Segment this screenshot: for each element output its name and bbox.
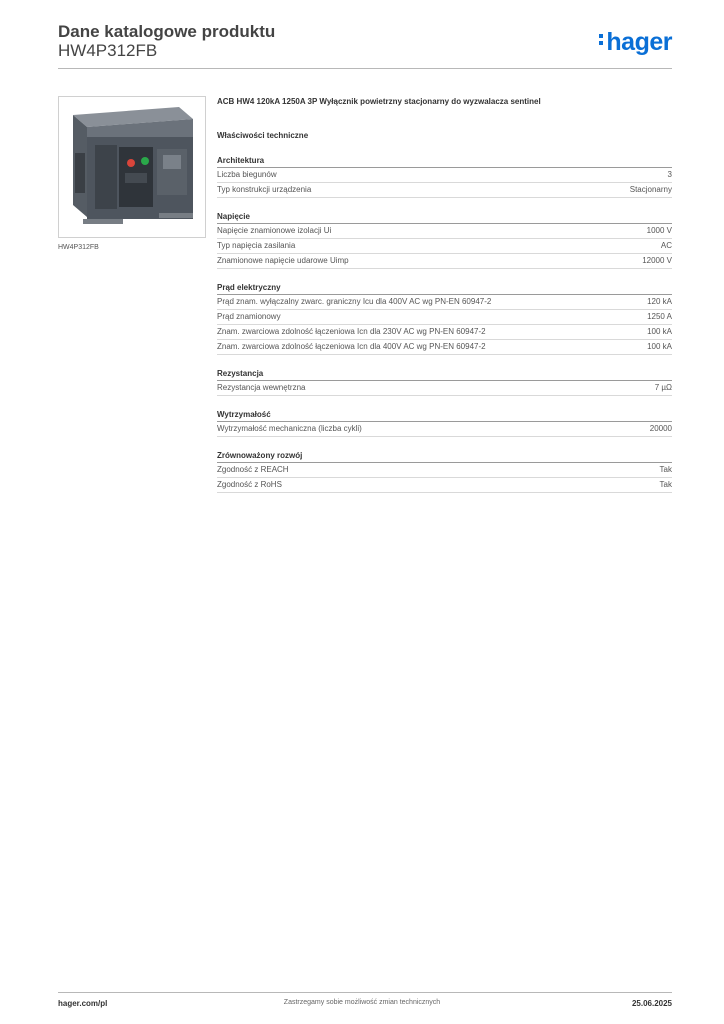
section-wytrzymalosc	[217, 409, 672, 437]
section-title: Prąd elektryczny	[217, 282, 672, 295]
section-prad-elektryczny	[217, 282, 672, 355]
row-label: Prąd znam. wyłączalny zwarc. graniczny Icu dla 400V AC wg PN-EN 60947-2	[217, 297, 492, 306]
row-label: Prąd znamionowy	[217, 312, 281, 321]
section-zrownowazony-rozwoj	[217, 450, 672, 493]
section-architektura	[217, 155, 672, 198]
section-rezystancja	[217, 368, 672, 396]
table-row	[217, 310, 672, 325]
product-details	[217, 96, 672, 493]
row-value: 12000 V	[642, 256, 672, 265]
section-title: Napięcie	[217, 211, 672, 224]
section-title: Architektura	[217, 155, 672, 168]
row-label: Wytrzymałość mechaniczna (liczba cykli)	[217, 424, 362, 433]
row-value: Tak	[659, 465, 672, 474]
row-label: Zgodność z REACH	[217, 465, 289, 474]
table-row	[217, 463, 672, 478]
row-value: 1000 V	[646, 226, 672, 235]
table-row	[217, 422, 672, 437]
section-title: Rezystancja	[217, 368, 672, 381]
hager-logo	[599, 28, 672, 57]
section-napiecie	[217, 211, 672, 269]
product-photo	[58, 96, 206, 238]
footer-date: 25.06.2025	[631, 999, 672, 1008]
table-row	[217, 478, 672, 493]
table-row	[217, 381, 672, 396]
properties-heading: Właściwości techniczne	[217, 131, 309, 140]
table-row	[217, 325, 672, 340]
row-value: 100 kA	[647, 342, 672, 351]
product-description: ACB HW4 120kA 1250A 3P Wyłącznik powietrzny stacjonarny do wyzwalacza sentinel	[217, 97, 541, 106]
row-value: 120 kA	[647, 297, 672, 306]
section-title: Zrównoważony rozwój	[217, 450, 672, 463]
page-header	[58, 20, 672, 68]
row-value: 100 kA	[647, 327, 672, 336]
product-reference: HW4P312FB	[58, 41, 158, 60]
row-label: Rezystancja wewnętrzna	[217, 383, 306, 392]
table-row	[217, 224, 672, 239]
row-label: Zgodność z RoHS	[217, 480, 282, 489]
row-label: Znam. zwarciowa zdolność łączeniowa Icn dla 400V AC wg PN-EN 60947-2	[217, 342, 486, 351]
image-caption: HW4P312FB	[58, 244, 99, 251]
table-row	[217, 183, 672, 198]
row-label: Typ napięcia zasilania	[217, 241, 296, 250]
row-value: 3	[667, 170, 672, 179]
table-row	[217, 295, 672, 310]
logo-dots-icon	[599, 34, 604, 48]
table-row	[217, 239, 672, 254]
table-row	[217, 340, 672, 355]
row-value: 1250 A	[647, 312, 672, 321]
table-row	[217, 254, 672, 269]
row-value: Tak	[659, 480, 672, 489]
air-circuit-breaker-icon	[59, 97, 205, 237]
footer-divider	[58, 992, 672, 993]
header-divider	[58, 68, 672, 69]
row-value: AC	[660, 241, 672, 250]
footer-notice: Zastrzegamy sobie możliwość zmian technicznych	[283, 999, 441, 1006]
row-label: Znamionowe napięcie udarowe Uimp	[217, 256, 349, 265]
row-label: Liczba biegunów	[217, 170, 277, 179]
document-title: Dane katalogowe produktu	[58, 22, 276, 41]
row-label: Napięcie znamionowe izolacji Ui	[217, 226, 332, 235]
row-label: Typ konstrukcji urządzenia	[217, 185, 312, 194]
row-value: 7 µΩ	[654, 383, 672, 392]
table-row	[217, 168, 672, 183]
row-label: Znam. zwarciowa zdolność łączeniowa Icn dla 230V AC wg PN-EN 60947-2	[217, 327, 486, 336]
row-value: 20000	[649, 424, 672, 433]
logo-text: hager	[606, 28, 672, 56]
footer-website-link[interactable]: hager.com/pl	[58, 999, 108, 1008]
row-value: Stacjonarny	[629, 185, 672, 194]
section-title: Wytrzymałość	[217, 409, 672, 422]
